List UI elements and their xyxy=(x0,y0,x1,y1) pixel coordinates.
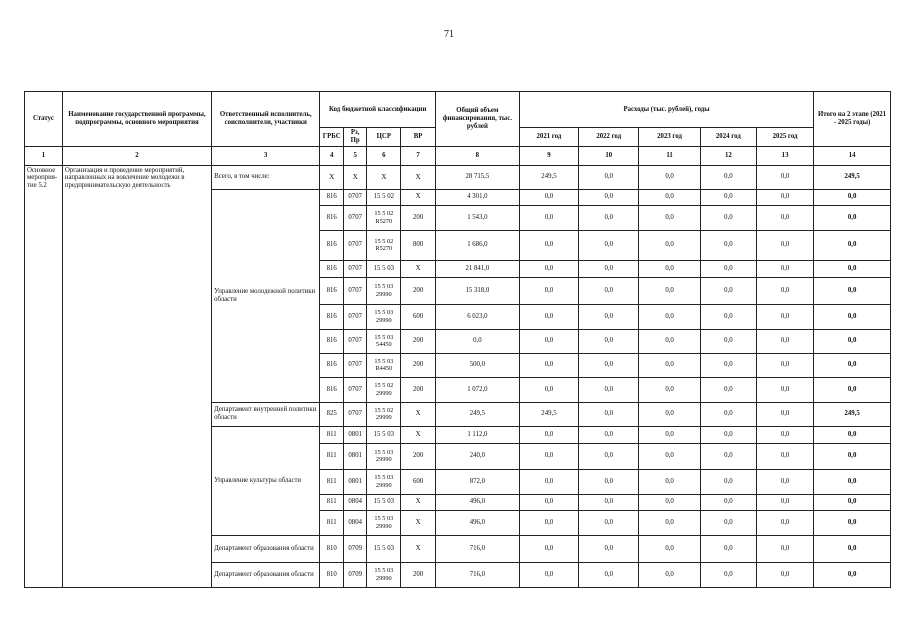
cell-rzpr: 0801 xyxy=(343,426,367,443)
cell-2022: 0,0 xyxy=(579,402,639,426)
cell-2024: 0,0 xyxy=(700,230,756,260)
cell-total: 496,0 xyxy=(435,510,519,535)
cell-2023: 0,0 xyxy=(639,426,700,443)
cell-2022: 0,0 xyxy=(579,260,639,277)
cell-2021: 0,0 xyxy=(519,304,578,329)
cell-2024: 0,0 xyxy=(700,402,756,426)
cell-vr: 200 xyxy=(401,562,436,587)
cell-2024: 0,0 xyxy=(700,535,756,562)
cell-total: 240,0 xyxy=(435,443,519,469)
cell-csr: 15 5 03 29990 xyxy=(367,510,401,535)
budget-table xyxy=(24,91,891,588)
table-body xyxy=(25,146,891,587)
cell-2023: 0,0 xyxy=(639,510,700,535)
cell-csr: 15 5 03 29990 xyxy=(367,443,401,469)
cell-2022: 0,0 xyxy=(579,510,639,535)
header-total: Общий объем финансирования, тыс. рублей xyxy=(435,92,519,147)
col-number: 3 xyxy=(212,146,320,165)
cell-grbs: 811 xyxy=(320,443,344,469)
cell-csr: 15 5 03 29990 xyxy=(367,562,401,587)
cell-2021: 0,0 xyxy=(519,535,578,562)
cell-itogo: 0,0 xyxy=(814,426,891,443)
cell-2024: 0,0 xyxy=(700,426,756,443)
cell-grbs: 810 xyxy=(320,535,344,562)
cell-itogo: 0,0 xyxy=(814,205,891,230)
cell-itogo: 0,0 xyxy=(814,277,891,304)
cell-csr: 15 5 03 29990 xyxy=(367,469,401,494)
cell-2021: 0,0 xyxy=(519,510,578,535)
cell-2025: 0,0 xyxy=(756,277,813,304)
cell-vr: 200 xyxy=(401,329,436,353)
activity-name-cell: Организация и проведение мероприятий, направленных на вовлечение молодежи в предпринимательскую деятельность xyxy=(62,165,211,587)
cell-vr: 200 xyxy=(401,205,436,230)
cell-csr: 15 5 03 54450 xyxy=(367,329,401,353)
cell-2024: 0,0 xyxy=(700,562,756,587)
header-budget-code: Код бюджетной классификации xyxy=(320,92,436,128)
cell-grbs: 811 xyxy=(320,469,344,494)
cell-csr: 15 5 02 R5270 xyxy=(367,230,401,260)
cell-2023: 0,0 xyxy=(639,535,700,562)
cell-2023: 0,0 xyxy=(639,230,700,260)
cell-vr: X xyxy=(401,189,436,205)
cell-2023: 0,0 xyxy=(639,260,700,277)
col-number: 7 xyxy=(401,146,436,165)
cell-2021: 0,0 xyxy=(519,353,578,377)
cell-total: 249,5 xyxy=(435,402,519,426)
cell-grbs: 816 xyxy=(320,329,344,353)
cell-2025: 0,0 xyxy=(756,165,813,189)
cell-csr: 15 5 03 29990 xyxy=(367,277,401,304)
cell-2024: 0,0 xyxy=(700,260,756,277)
cell-2022: 0,0 xyxy=(579,205,639,230)
cell-2025: 0,0 xyxy=(756,469,813,494)
cell-csr: 15 5 03 xyxy=(367,426,401,443)
header-name: Наименование государственной программы, подпрограммы, основного мероприятия xyxy=(62,92,211,147)
cell-2022: 0,0 xyxy=(579,165,639,189)
cell-2025: 0,0 xyxy=(756,443,813,469)
cell-csr: 15 5 03 R4450 xyxy=(367,353,401,377)
cell-2023: 0,0 xyxy=(639,353,700,377)
cell-vr: X xyxy=(401,535,436,562)
col-number: 14 xyxy=(814,146,891,165)
cell-2024: 0,0 xyxy=(700,165,756,189)
cell-rzpr: 0801 xyxy=(343,443,367,469)
cell-total: 872,0 xyxy=(435,469,519,494)
cell-rzpr: 0707 xyxy=(343,230,367,260)
cell-2021: 249,5 xyxy=(519,165,578,189)
cell-itogo: 0,0 xyxy=(814,510,891,535)
cell-2024: 0,0 xyxy=(700,494,756,510)
page-number: 71 xyxy=(444,29,454,40)
cell-vr: 200 xyxy=(401,443,436,469)
col-number: 2 xyxy=(62,146,211,165)
cell-grbs: 816 xyxy=(320,353,344,377)
cell-2021: 0,0 xyxy=(519,230,578,260)
executor-culture: Управление культуры области xyxy=(212,426,320,535)
cell-grbs: 816 xyxy=(320,304,344,329)
cell-2023: 0,0 xyxy=(639,329,700,353)
header-expenses: Расходы (тыс. рублей), годы xyxy=(519,92,813,128)
col-number: 6 xyxy=(367,146,401,165)
cell-2024: 0,0 xyxy=(700,205,756,230)
cell-2023: 0,0 xyxy=(639,562,700,587)
cell-2021: 0,0 xyxy=(519,469,578,494)
header-vr: ВР xyxy=(401,128,436,147)
cell-total: 15 318,0 xyxy=(435,277,519,304)
cell-grbs: 816 xyxy=(320,189,344,205)
col-number: 4 xyxy=(320,146,344,165)
cell-total: 1 686,0 xyxy=(435,230,519,260)
header-rzpr: Рз, Пр xyxy=(343,128,367,147)
header-csr: ЦСР xyxy=(367,128,401,147)
cell-total: 4 301,0 xyxy=(435,189,519,205)
cell-2022: 0,0 xyxy=(579,353,639,377)
cell-2021: 0,0 xyxy=(519,443,578,469)
header-2022: 2022 год xyxy=(579,128,639,147)
cell-vr: 800 xyxy=(401,230,436,260)
cell-total: 1 072,0 xyxy=(435,377,519,402)
cell-vr: X xyxy=(401,260,436,277)
cell-2025: 0,0 xyxy=(756,329,813,353)
cell-vr: X xyxy=(401,426,436,443)
cell-2022: 0,0 xyxy=(579,277,639,304)
cell-2021: 0,0 xyxy=(519,377,578,402)
cell-total: 28 715,5 xyxy=(435,165,519,189)
cell-2022: 0,0 xyxy=(579,535,639,562)
cell-itogo: 249,5 xyxy=(814,402,891,426)
status-cell: Основное мероприя-тие 5.2 xyxy=(25,165,63,587)
cell-grbs: 816 xyxy=(320,205,344,230)
cell-csr: 15 5 02 xyxy=(367,189,401,205)
cell-total: 6 023,0 xyxy=(435,304,519,329)
cell-2025: 0,0 xyxy=(756,426,813,443)
cell-vr: X xyxy=(401,494,436,510)
cell-csr: X xyxy=(367,165,401,189)
cell-itogo: 0,0 xyxy=(814,377,891,402)
cell-vr: 200 xyxy=(401,277,436,304)
cell-grbs: 816 xyxy=(320,230,344,260)
cell-2021: 0,0 xyxy=(519,260,578,277)
cell-2025: 0,0 xyxy=(756,510,813,535)
cell-csr: 15 5 02 29990 xyxy=(367,402,401,426)
cell-2025: 0,0 xyxy=(756,260,813,277)
cell-itogo: 0,0 xyxy=(814,230,891,260)
header-2025: 2025 год xyxy=(756,128,813,147)
header-2024: 2024 год xyxy=(700,128,756,147)
cell-2023: 0,0 xyxy=(639,304,700,329)
cell-2021: 0,0 xyxy=(519,189,578,205)
executor-youth: Управление молодежной политики области xyxy=(212,189,320,402)
cell-2024: 0,0 xyxy=(700,469,756,494)
cell-2022: 0,0 xyxy=(579,562,639,587)
cell-total: 716,0 xyxy=(435,562,519,587)
cell-2023: 0,0 xyxy=(639,189,700,205)
cell-2022: 0,0 xyxy=(579,469,639,494)
cell-2023: 0,0 xyxy=(639,165,700,189)
header-status: Статус xyxy=(25,92,63,147)
col-number: 1 xyxy=(25,146,63,165)
cell-rzpr: 0804 xyxy=(343,510,367,535)
table-row xyxy=(25,165,891,189)
cell-vr: X xyxy=(401,510,436,535)
cell-rzpr: 0707 xyxy=(343,353,367,377)
cell-2022: 0,0 xyxy=(579,189,639,205)
cell-2022: 0,0 xyxy=(579,426,639,443)
cell-2025: 0,0 xyxy=(756,353,813,377)
col-number: 8 xyxy=(435,146,519,165)
cell-2025: 0,0 xyxy=(756,304,813,329)
cell-2023: 0,0 xyxy=(639,469,700,494)
cell-rzpr: 0707 xyxy=(343,277,367,304)
executor-education: Департамент образования области xyxy=(212,562,320,587)
cell-2025: 0,0 xyxy=(756,402,813,426)
cell-grbs: X xyxy=(320,165,344,189)
cell-2023: 0,0 xyxy=(639,205,700,230)
cell-total: 500,0 xyxy=(435,353,519,377)
cell-2024: 0,0 xyxy=(700,189,756,205)
cell-vr: 600 xyxy=(401,469,436,494)
cell-rzpr: 0707 xyxy=(343,304,367,329)
cell-2024: 0,0 xyxy=(700,377,756,402)
cell-csr: 15 5 02 29990 xyxy=(367,377,401,402)
cell-2021: 0,0 xyxy=(519,277,578,304)
cell-2024: 0,0 xyxy=(700,329,756,353)
cell-itogo: 0,0 xyxy=(814,189,891,205)
cell-2025: 0,0 xyxy=(756,230,813,260)
cell-2025: 0,0 xyxy=(756,205,813,230)
cell-2021: 0,0 xyxy=(519,426,578,443)
cell-total: 1 112,0 xyxy=(435,426,519,443)
cell-2021: 249,5 xyxy=(519,402,578,426)
cell-grbs: 816 xyxy=(320,277,344,304)
header-2023: 2023 год xyxy=(639,128,700,147)
cell-2023: 0,0 xyxy=(639,277,700,304)
executor-internal: Департамент внутренней политики области xyxy=(212,402,320,426)
col-number: 9 xyxy=(519,146,578,165)
cell-rzpr: 0709 xyxy=(343,535,367,562)
cell-2022: 0,0 xyxy=(579,494,639,510)
cell-rzpr: 0707 xyxy=(343,205,367,230)
cell-rzpr: 0804 xyxy=(343,494,367,510)
cell-itogo: 0,0 xyxy=(814,304,891,329)
header-grbs: ГРБС xyxy=(320,128,344,147)
col-number: 11 xyxy=(639,146,700,165)
cell-2021: 0,0 xyxy=(519,205,578,230)
cell-2022: 0,0 xyxy=(579,304,639,329)
cell-total: 1 543,0 xyxy=(435,205,519,230)
cell-2021: 0,0 xyxy=(519,562,578,587)
cell-2025: 0,0 xyxy=(756,535,813,562)
cell-rzpr: 0707 xyxy=(343,189,367,205)
cell-2021: 0,0 xyxy=(519,494,578,510)
cell-2022: 0,0 xyxy=(579,329,639,353)
cell-2025: 0,0 xyxy=(756,377,813,402)
cell-vr: 200 xyxy=(401,377,436,402)
executor-total: Всего, в том числе: xyxy=(212,165,320,189)
col-number: 13 xyxy=(756,146,813,165)
cell-vr: X xyxy=(401,402,436,426)
cell-total: 716,0 xyxy=(435,535,519,562)
cell-grbs: 811 xyxy=(320,426,344,443)
cell-vr: X xyxy=(401,165,436,189)
col-number: 10 xyxy=(579,146,639,165)
cell-grbs: 825 xyxy=(320,402,344,426)
cell-csr: 15 5 02 R5270 xyxy=(367,205,401,230)
cell-2025: 0,0 xyxy=(756,562,813,587)
cell-2021: 0,0 xyxy=(519,329,578,353)
cell-2022: 0,0 xyxy=(579,377,639,402)
cell-rzpr: 0707 xyxy=(343,260,367,277)
cell-itogo: 0,0 xyxy=(814,535,891,562)
cell-grbs: 811 xyxy=(320,510,344,535)
cell-csr: 15 5 03 xyxy=(367,535,401,562)
cell-grbs: 811 xyxy=(320,494,344,510)
cell-itogo: 0,0 xyxy=(814,329,891,353)
cell-rzpr: 0707 xyxy=(343,377,367,402)
cell-2024: 0,0 xyxy=(700,510,756,535)
cell-grbs: 816 xyxy=(320,260,344,277)
cell-2024: 0,0 xyxy=(700,304,756,329)
cell-2024: 0,0 xyxy=(700,353,756,377)
cell-itogo: 0,0 xyxy=(814,353,891,377)
cell-rzpr: 0709 xyxy=(343,562,367,587)
cell-2022: 0,0 xyxy=(579,230,639,260)
cell-2025: 0,0 xyxy=(756,494,813,510)
cell-itogo: 0,0 xyxy=(814,562,891,587)
header-executor: Ответственный исполнитель, соисполнители, участники xyxy=(212,92,320,147)
cell-grbs: 810 xyxy=(320,562,344,587)
header-2021: 2021 год xyxy=(519,128,578,147)
cell-vr: 200 xyxy=(401,353,436,377)
cell-itogo: 0,0 xyxy=(814,443,891,469)
cell-grbs: 816 xyxy=(320,377,344,402)
cell-rzpr: 0801 xyxy=(343,469,367,494)
cell-2023: 0,0 xyxy=(639,402,700,426)
cell-rzpr: 0707 xyxy=(343,402,367,426)
cell-itogo: 0,0 xyxy=(814,469,891,494)
cell-total: 496,0 xyxy=(435,494,519,510)
cell-total: 0,0 xyxy=(435,329,519,353)
cell-2024: 0,0 xyxy=(700,443,756,469)
cell-2024: 0,0 xyxy=(700,277,756,304)
cell-2022: 0,0 xyxy=(579,443,639,469)
cell-rzpr: X xyxy=(343,165,367,189)
cell-itogo: 249,5 xyxy=(814,165,891,189)
executor-education: Департамент образования области xyxy=(212,535,320,562)
col-number: 12 xyxy=(700,146,756,165)
column-number-row xyxy=(25,146,891,165)
cell-rzpr: 0707 xyxy=(343,329,367,353)
cell-total: 21 841,0 xyxy=(435,260,519,277)
cell-vr: 600 xyxy=(401,304,436,329)
cell-2023: 0,0 xyxy=(639,443,700,469)
cell-2023: 0,0 xyxy=(639,377,700,402)
cell-csr: 15 5 03 xyxy=(367,494,401,510)
col-number: 5 xyxy=(343,146,367,165)
cell-csr: 15 5 03 29990 xyxy=(367,304,401,329)
cell-itogo: 0,0 xyxy=(814,494,891,510)
cell-itogo: 0,0 xyxy=(814,260,891,277)
header-itogo: Итого на 2 этапе (2021 - 2025 годы) xyxy=(814,92,891,147)
cell-2023: 0,0 xyxy=(639,494,700,510)
cell-2025: 0,0 xyxy=(756,189,813,205)
cell-csr: 15 5 03 xyxy=(367,260,401,277)
table-header xyxy=(25,92,891,147)
